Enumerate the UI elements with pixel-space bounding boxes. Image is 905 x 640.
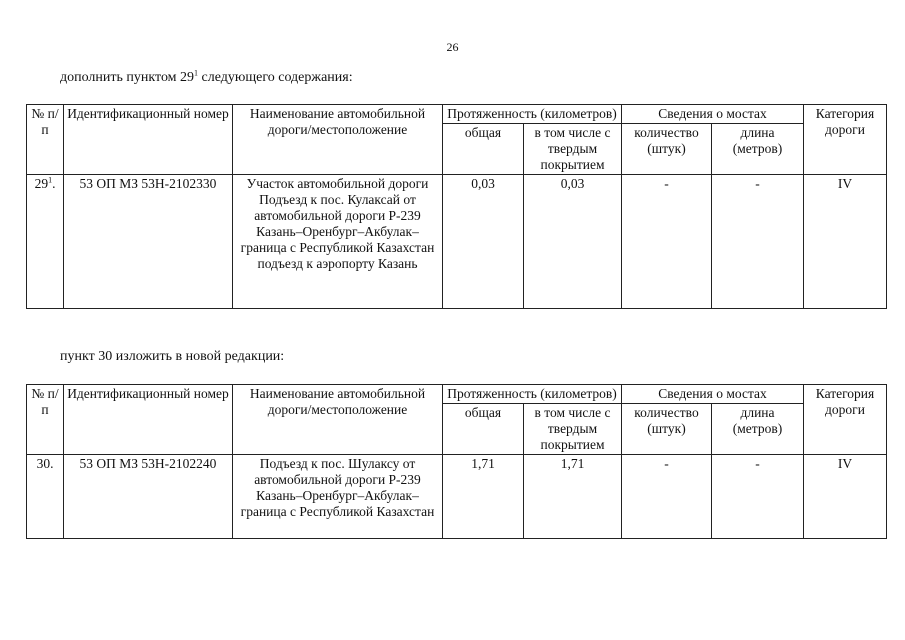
row-name: Подъезд к пос. Шулаксу от автомобильной дороги Р-239 Казань–Оренбург–Акбулак–граница с Республикой Казахстан: [233, 455, 443, 539]
row-length-hard: 0,03: [524, 175, 622, 309]
header-name: Наименование автомобильной дороги/местоположение: [233, 105, 443, 175]
header-length-hard: в том числе с твердым покрытием: [524, 124, 622, 175]
row-length-hard: 1,71: [524, 455, 622, 539]
row-bridges-count: -: [622, 455, 712, 539]
intro-paragraph-30: пункт 30 изложить в новой редакции:: [60, 349, 285, 364]
intro-paragraph-29-1: [60, 70, 353, 86]
row-num: 30.: [27, 455, 64, 539]
table-header-row: [27, 385, 887, 404]
intro-text-after: следующего содержания:: [198, 70, 353, 85]
row-name: Участок автомобильной дороги Подъезд к пос. Кулаксай от автомобильной дороги Р-239 Казань–Оренбург–Акбулак–граница с Республикой Казахстан подъезд к аэропорту Казань: [233, 175, 443, 309]
intro-superscript: 1: [194, 68, 199, 78]
header-length: Протяженность (километров): [443, 385, 622, 404]
page-number: 26: [446, 40, 459, 54]
header-bridges: Сведения о мостах: [622, 385, 804, 404]
row-length-total: 1,71: [443, 455, 524, 539]
header-length: Протяженность (километров): [443, 105, 622, 124]
table-row: [27, 175, 887, 309]
header-num: № п/п: [27, 385, 64, 455]
row-num: $29^1$.: [27, 175, 64, 309]
row-id: 53 ОП МЗ 53Н-2102330: [64, 175, 233, 309]
table-header-row: [27, 105, 887, 124]
header-bridges: Сведения о мостах: [622, 105, 804, 124]
row-length-total: 0,03: [443, 175, 524, 309]
table-row: [27, 455, 887, 539]
header-num: № п/п: [27, 105, 64, 175]
header-bridges-count: количество (штук): [622, 124, 712, 175]
header-id: Идентификационный номер: [64, 105, 233, 175]
header-bridges-length: длина (метров): [712, 124, 804, 175]
header-bridges-count: количество (штук): [622, 404, 712, 455]
header-bridges-length: длина (метров): [712, 404, 804, 455]
road-table-30: [26, 384, 887, 539]
intro-text-before: дополнить пунктом 29: [60, 70, 195, 85]
header-id: Идентификационный номер: [64, 385, 233, 455]
header-length-hard: в том числе с твердым покрытием: [524, 404, 622, 455]
header-name: Наименование автомобильной дороги/местоположение: [233, 385, 443, 455]
header-category: Категория дороги: [804, 385, 887, 455]
row-bridges-length: -: [712, 455, 804, 539]
road-table-29-1: [26, 104, 887, 309]
row-id: 53 ОП МЗ 53Н-2102240: [64, 455, 233, 539]
row-bridges-count: -: [622, 175, 712, 309]
header-length-total: общая: [443, 124, 524, 175]
row-category: IV: [804, 175, 887, 309]
row-category: IV: [804, 455, 887, 539]
header-category: Категория дороги: [804, 105, 887, 175]
row-bridges-length: -: [712, 175, 804, 309]
header-length-total: общая: [443, 404, 524, 455]
